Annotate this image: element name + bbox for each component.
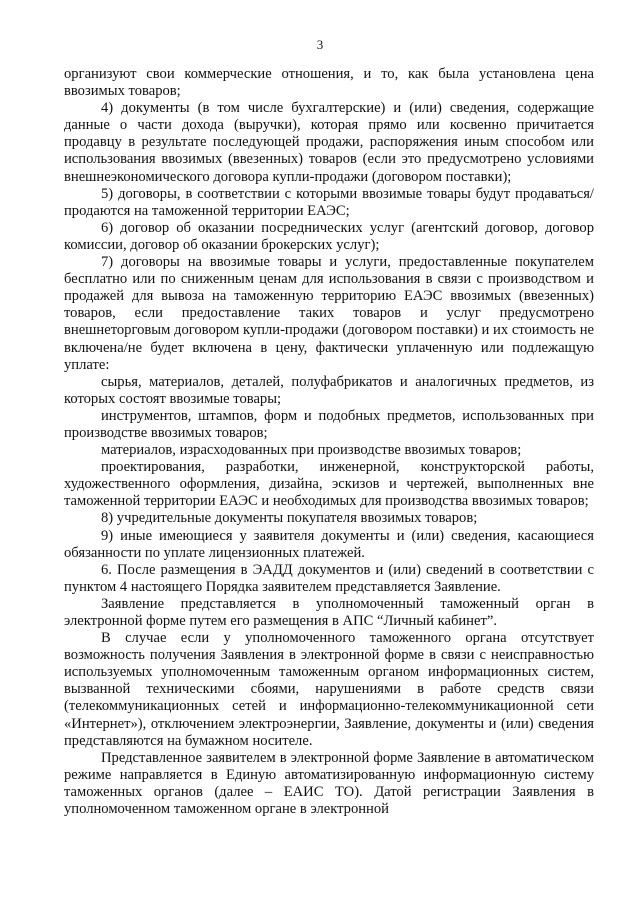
sub-item-design-works: проектирования, разработки, инженерной, конструкторской работы, художественного оформления, дизайна, эскизов и чертежей, выполненных вне таможенной территории ЕАЭС и необходимых для производства ввозимых товаров; xyxy=(64,459,594,510)
list-item-6-intermediary-contract: 6) договор об оказании посреднических услуг (агентский договор, договор комиссии, договор об оказании брокерских услуг); xyxy=(64,219,594,253)
sub-item-consumed-materials: материалов, израсходованных при производстве ввозимых товаров; xyxy=(101,442,522,459)
sub-item-tools: инструментов, штампов, форм и подобных предметов, использованных при производстве ввозимых товаров; xyxy=(64,407,594,441)
section-6-paragraph: 6. После размещения в ЭАДД документов и (или) сведений в соответствии с пунктом 4 настоящего Порядка заявителем представляется Заявление. xyxy=(64,561,594,595)
list-item-4-accounting-documents: 4) документы (в том числе бухгалтерские) и (или) сведения, содержащие данные о части дохода (выручки), которая прямо или косвенно причитается продавцу в результате последующей продажи, распоряжения иным способом или использования ввозимых (ввезенных) товаров (если это предусмотрено условиями внешнеэкономического договора купли-продажи (договором поставки); xyxy=(64,100,594,185)
document-body xyxy=(64,66,594,818)
list-item-9-license-payments: 9) иные имеющиеся у заявителя документы и (или) сведения, касающиеся обязанности по уплате лицензионных платежей. xyxy=(64,527,594,561)
list-item-7-goods-services-contracts: 7) договоры на ввозимые товары и услуги, предоставленные покупателем бесплатно или по сниженным ценам для использования в связи с производством и продажей для вывоза на таможенную территорию ЕАЭС ввозимых (ввезенных) товаров, если предоставление таких товаров и услуг предусмотрено внешнеторговым договором купли-продажи (договором поставки) и их стоимость не включена/не будет включена в цену, фактически уплаченную или подлежащую уплате: xyxy=(64,254,594,373)
list-item-5-sales-contracts: 5) договоры, в соответствии с которыми ввозимые товары будут продаваться/продаются на таможенной территории ЕАЭС; xyxy=(64,185,594,219)
paragraph-continuation: организуют свои коммерческие отношения, и то, как была установлена цена ввозимых товаров; xyxy=(64,66,594,100)
submission-electronic-paragraph: Заявление представляется в уполномоченный таможенный орган в электронной форме путем его размещения в АПС “Личный кабинет”. xyxy=(64,595,594,629)
sub-item-raw-materials: сырья, материалов, деталей, полуфабрикатов и аналогичных предметов, из которых состоят ввозимые товары; xyxy=(64,373,594,407)
paper-submission-paragraph: В случае если у уполномоченного таможенного органа отсутствует возможность получения Заявления в электронной форме в связи с неисправностью используемых уполномоченным таможенным органом информационных систем, вызванной техническими сбоями, нарушениями в работе средств связи (телекоммуникационных сетей и информационно-телекоммуникационной сети «Интернет»), отключением электроэнергии, Заявление, документы и (или) сведения представляются на бумажном носителе. xyxy=(64,630,594,749)
page-number: 3 xyxy=(316,37,324,52)
list-item-8-founding-documents: 8) учредительные документы покупателя ввозимых товаров; xyxy=(101,510,478,527)
eais-registration-paragraph: Представленное заявителем в электронной форме Заявление в автоматическом режиме направляется в Единую автоматизированную информационную систему таможенных органов (далее – ЕАИС ТО). Датой регистрации Заявления в уполномоченном таможенном органе в электронной xyxy=(64,749,594,818)
